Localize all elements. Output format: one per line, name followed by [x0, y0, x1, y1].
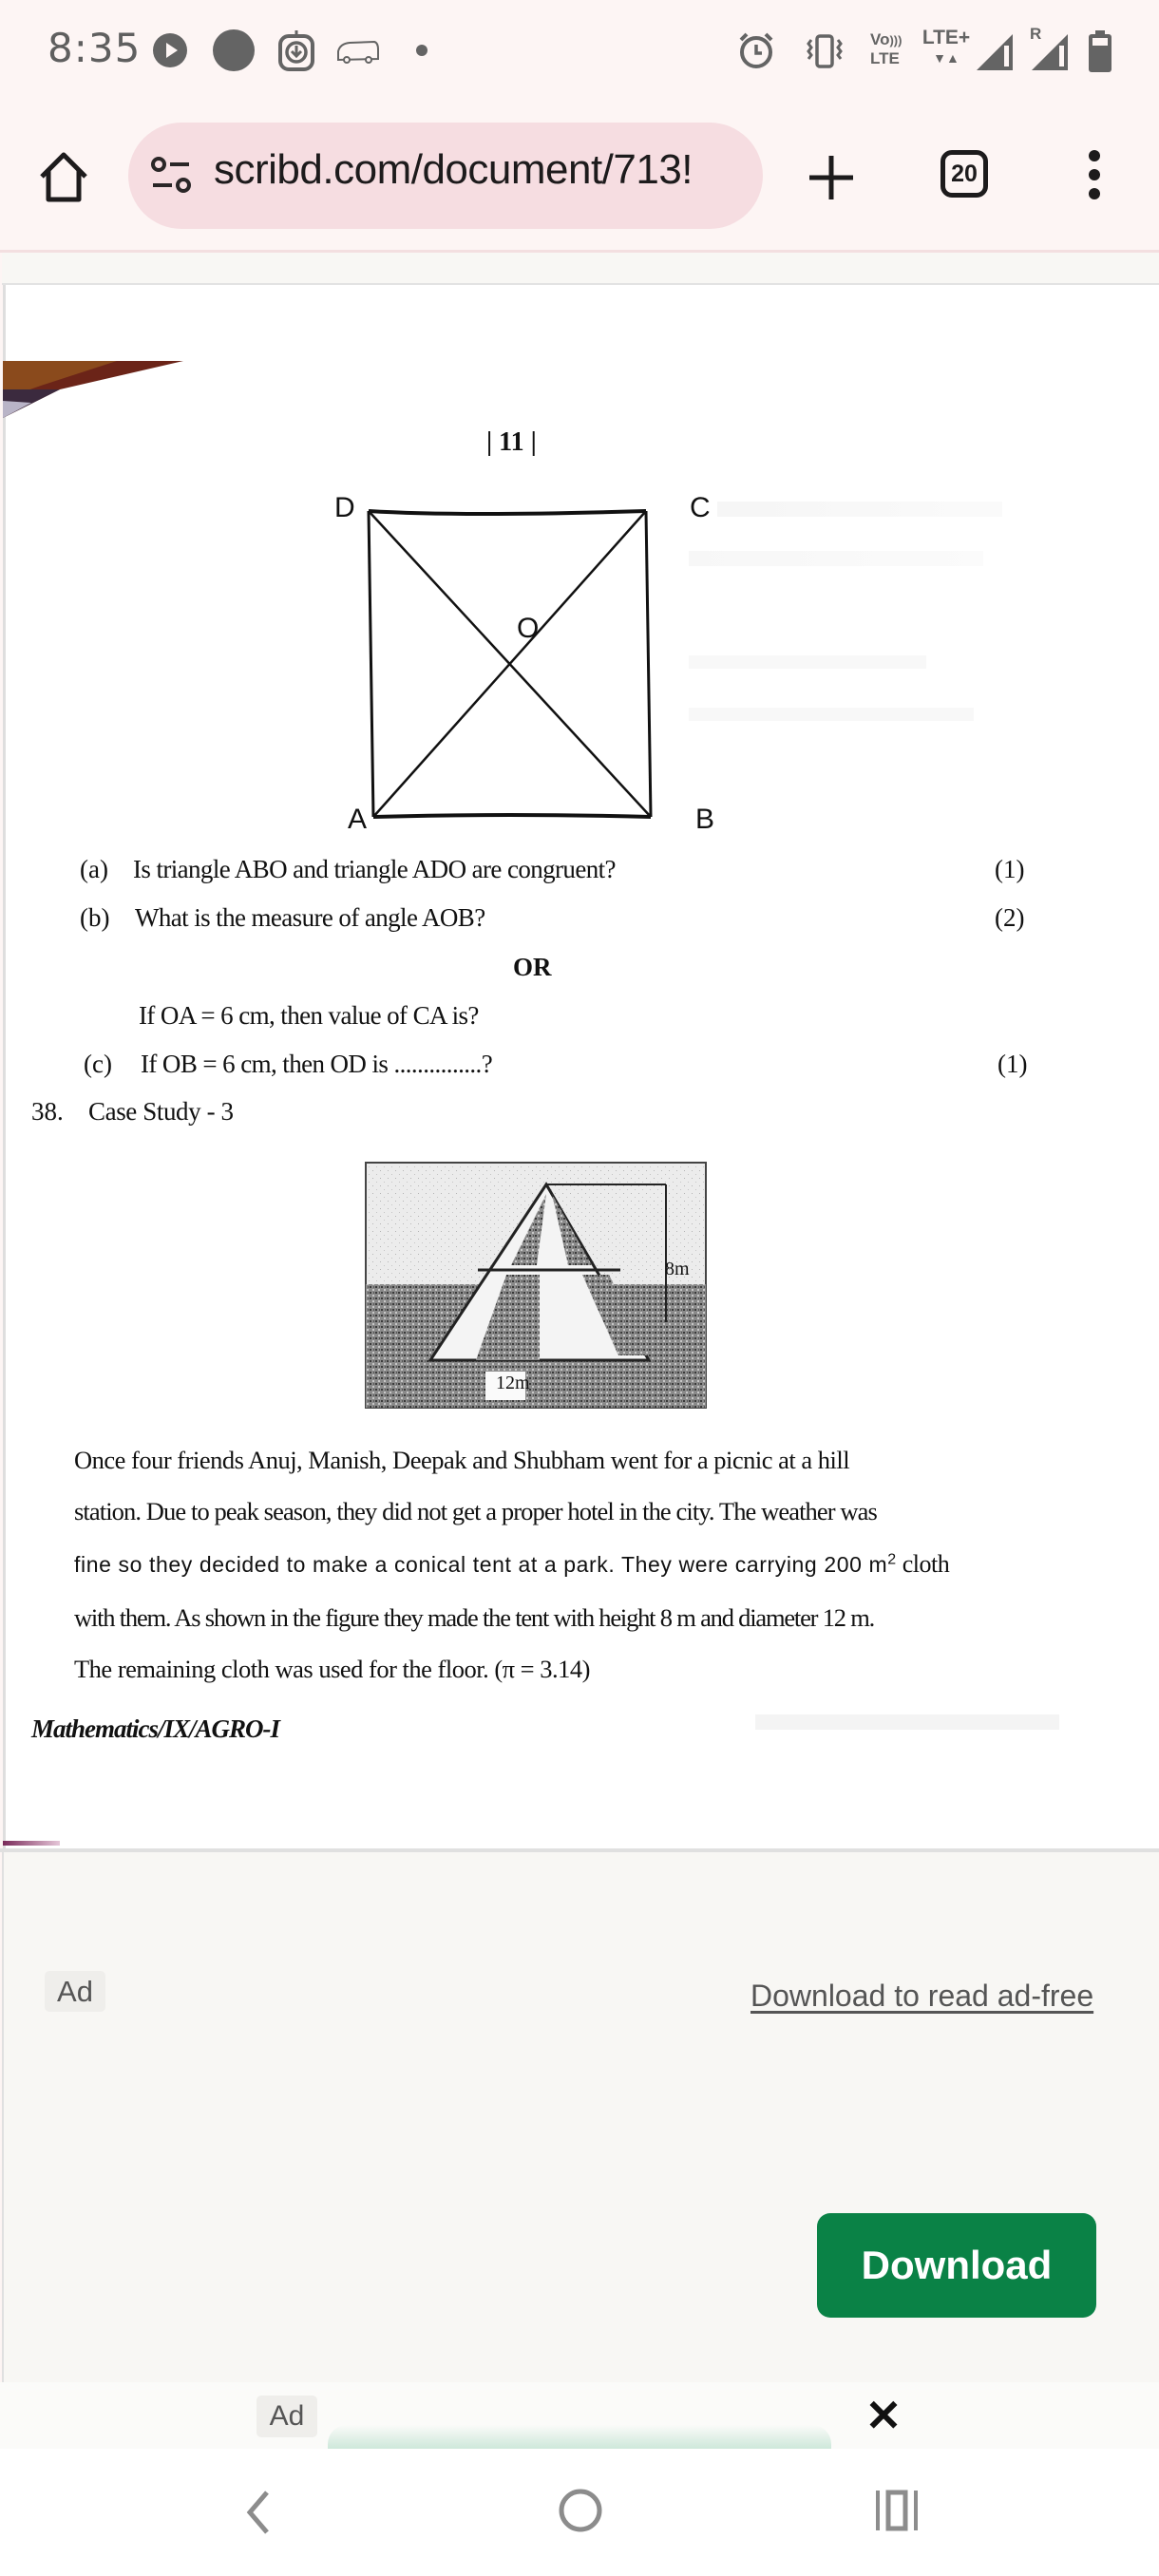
bleed-through-line: [755, 1714, 1059, 1730]
superscript-two: 2: [887, 1551, 897, 1568]
ad-badge: Ad: [45, 1971, 105, 2012]
notification-dot-icon: [415, 44, 428, 57]
roaming-label: R: [1030, 25, 1042, 43]
battery-icon: [1087, 30, 1113, 72]
question-b-label: (b): [80, 903, 110, 932]
tab-switcher-button[interactable]: [940, 150, 988, 198]
case-study-number: 38.: [31, 1097, 64, 1126]
close-ad-button[interactable]: [860, 2392, 907, 2439]
paragraph-line-3-tail: cloth: [896, 1550, 950, 1578]
document-footer: Mathematics/IX/AGRO-I: [31, 1714, 280, 1743]
paragraph-line-3-main: fine so they decided to make a conical tent at a park. They were carrying 200 m: [74, 1552, 888, 1577]
question-c-marks: (1): [998, 1050, 1028, 1078]
tent-diameter-label: 12m: [496, 1373, 530, 1393]
question-b-text: What is the measure of angle AOB?: [135, 903, 485, 932]
roaming-signal-icon: [1030, 32, 1070, 72]
vibrate-icon: [806, 32, 844, 70]
home-circle-icon[interactable]: [557, 2487, 604, 2534]
vertex-label-a: A: [348, 804, 368, 835]
vertex-label-b: B: [695, 804, 715, 835]
question-a-text: Is triangle ABO and triangle ADO are congruent?: [133, 855, 616, 883]
status-bar: [0, 0, 1159, 106]
bleed-through-line: [689, 708, 974, 721]
question-a-label: (a): [80, 855, 108, 883]
close-icon: ✕: [864, 2391, 902, 2440]
clock: 8:35: [48, 25, 142, 71]
lte-plus-label: LTE+: [922, 27, 971, 48]
download-button[interactable]: Download: [817, 2213, 1096, 2318]
tent-height-label: 8m: [665, 1259, 690, 1279]
question-a-marks: (1): [995, 855, 1025, 883]
or-label: OR: [513, 953, 552, 981]
volte-icon: Vo))) LTE: [870, 30, 902, 67]
bleed-through-line: [689, 551, 983, 566]
paragraph-line-2: station. Due to peak season, they did not get a proper hotel in the city. The weather was: [74, 1497, 877, 1525]
record-dot-icon: [212, 28, 256, 72]
bus-icon: [336, 40, 380, 65]
bleed-through-line: [689, 655, 926, 669]
plus-icon[interactable]: [806, 152, 857, 203]
url-text[interactable]: scribd.com/document/713!: [214, 146, 694, 193]
paragraph-line-3: [74, 1550, 949, 1579]
paragraph-line-1: Once four friends Anuj, Manish, Deepak and Shubham went for a picnic at a hill: [74, 1446, 850, 1474]
signal-icon: [975, 32, 1015, 72]
page-number: | 11 |: [486, 427, 537, 457]
photo-fragment-edge: [3, 1841, 60, 1846]
paragraph-line-4: with them. As shown in the figure they made the tent with height 8 m and diameter 12 m.: [74, 1603, 875, 1632]
system-nav-bar: [0, 2449, 1159, 2576]
bottom-ad-badge: Ad: [256, 2396, 317, 2437]
question-b-marks: (2): [995, 903, 1025, 932]
viewer-header-strip: [2, 253, 1159, 285]
url-bar[interactable]: [128, 123, 763, 229]
question-c-text: If OB = 6 cm, then OD is ...............?: [141, 1050, 493, 1078]
case-study-title: Case Study - 3: [88, 1097, 234, 1126]
volte-bottom-label: LTE: [870, 49, 900, 67]
center-label-o: O: [517, 613, 540, 644]
home-icon[interactable]: [36, 150, 91, 205]
more-vert-icon[interactable]: [1083, 148, 1106, 201]
bleed-through-line: [717, 502, 1002, 517]
tent-figure: [364, 1161, 708, 1410]
site-settings-icon[interactable]: [147, 153, 195, 199]
vertex-label-c: C: [690, 492, 711, 523]
question-c-label: (c): [84, 1050, 112, 1078]
or-question-text: If OA = 6 cm, then value of CA is?: [139, 1001, 479, 1030]
square-diagram: [337, 494, 717, 836]
download-app-icon: [277, 28, 315, 72]
corner-photo-fragment: [3, 361, 183, 418]
vertex-label-d: D: [334, 492, 355, 523]
back-icon[interactable]: [242, 2489, 273, 2536]
alarm-icon: [737, 31, 775, 69]
volte-top-label: Vo: [870, 30, 890, 48]
paragraph-line-5: The remaining cloth was used for the floor. (π = 3.14): [74, 1655, 590, 1683]
play-icon: [152, 32, 188, 68]
tab-count: 20: [951, 161, 978, 187]
download-ad-free-link[interactable]: Download to read ad-free: [750, 1979, 1094, 2013]
lte-plus-icon: LTE+ ▼▲: [922, 27, 971, 66]
recents-icon[interactable]: [874, 2489, 922, 2532]
bottom-ad-content[interactable]: [328, 2425, 831, 2449]
